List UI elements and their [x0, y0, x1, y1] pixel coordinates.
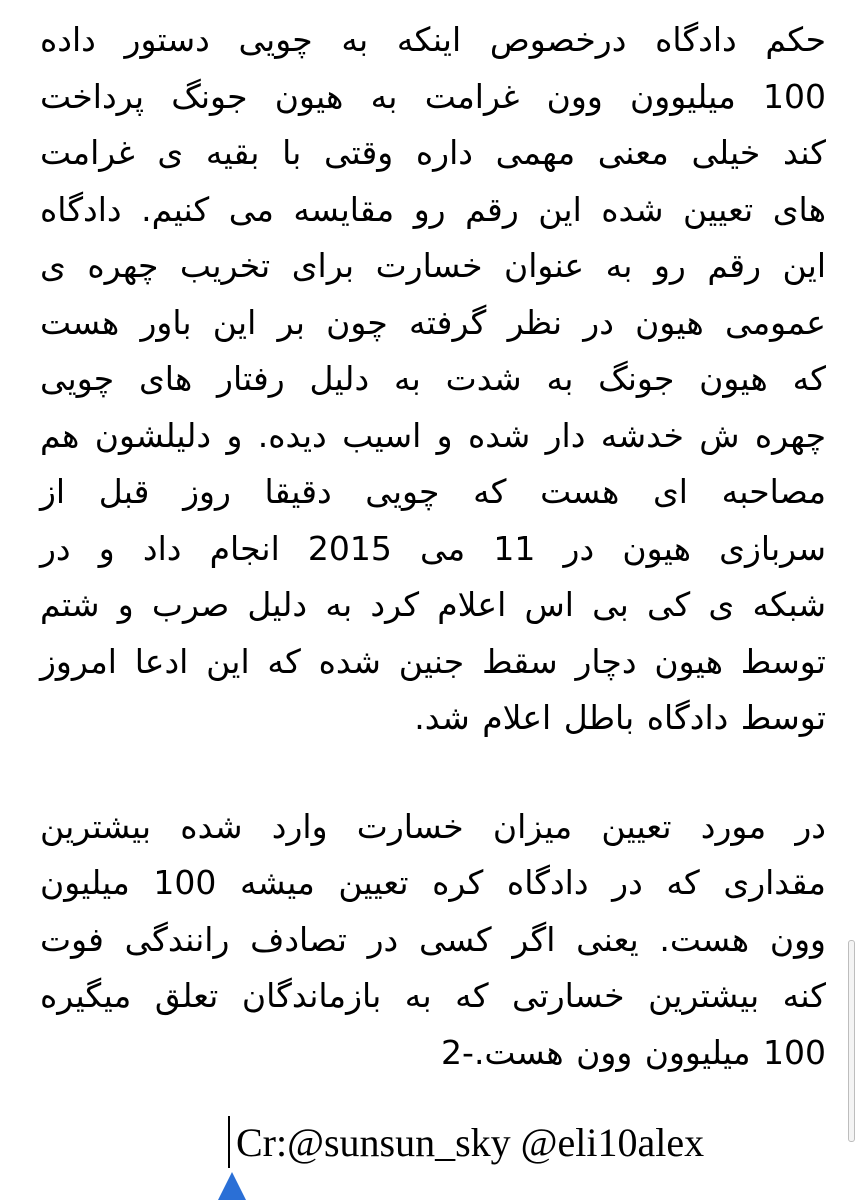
- paragraph-line: های تعیین شده این رقم رو مقایسه می کنیم. دادگاه: [40, 189, 826, 229]
- paragraph-2: [40, 799, 826, 1082]
- paragraph-1: [40, 12, 826, 747]
- paragraph-line: توسط دادگاه باطل اعلام شد.: [414, 698, 826, 737]
- paragraph-line: که هیون جونگ به شدت به دلیل رفتار های چویی: [40, 359, 826, 398]
- text-cursor: [228, 1116, 230, 1168]
- paragraph-line: کنه بیشترین خسارتی که به بازماندگان تعلق میگیره: [40, 976, 826, 1015]
- paragraph-line: عمومی هیون در نظر گرفته چون بر این باور هست: [40, 302, 826, 342]
- credit-text[interactable]: Cr:@sunsun_sky @eli10alex: [236, 1119, 705, 1165]
- paragraph-line: حکم دادگاه درخصوص اینکه به چویی دستور داده: [40, 20, 826, 59]
- paragraph-line: در مورد تعیین میزان خسارت وارد شده بیشترین: [40, 806, 826, 846]
- paragraph-line: شبکه ی کی بی اس اعلام کرد به دلیل صرب و شتم: [40, 585, 826, 624]
- document-body: [40, 12, 826, 1081]
- paragraph-line: کند خیلی معنی مهمی داره وقتی با بقیه ی غرامت: [40, 133, 826, 172]
- paragraph-line: 100 میلیوون وون هست.-2: [441, 1032, 826, 1072]
- text-selection-handle[interactable]: [218, 1172, 246, 1200]
- credit-row[interactable]: [228, 1112, 828, 1172]
- paragraph-line: مصاحبه ای هست که چویی دقیقا روز قبل از: [40, 472, 826, 511]
- scrollbar[interactable]: [848, 940, 855, 1142]
- paragraph-line: وون هست. یعنی اگر کسی در تصادف رانندگی فوت: [40, 919, 826, 959]
- paragraph-line: 100 میلیوون وون غرامت به هیون جونگ پرداخت: [40, 76, 826, 116]
- paragraph-line: مقداری که در دادگاه کره تعیین میشه 100 میلیون: [40, 863, 826, 902]
- paragraph-line: این رقم رو به عنوان خسارت برای تخریب چهره ی: [40, 246, 826, 285]
- paragraph-line: سربازی هیون در 11 می 2015 انجام داد و در: [40, 528, 826, 568]
- paragraph-line: توسط هیون دچار سقط جنین شده که این ادعا امروز: [40, 641, 826, 681]
- paragraph-line: چهره ش خدشه دار شده و اسیب دیده. و دلیلشون هم: [40, 415, 826, 455]
